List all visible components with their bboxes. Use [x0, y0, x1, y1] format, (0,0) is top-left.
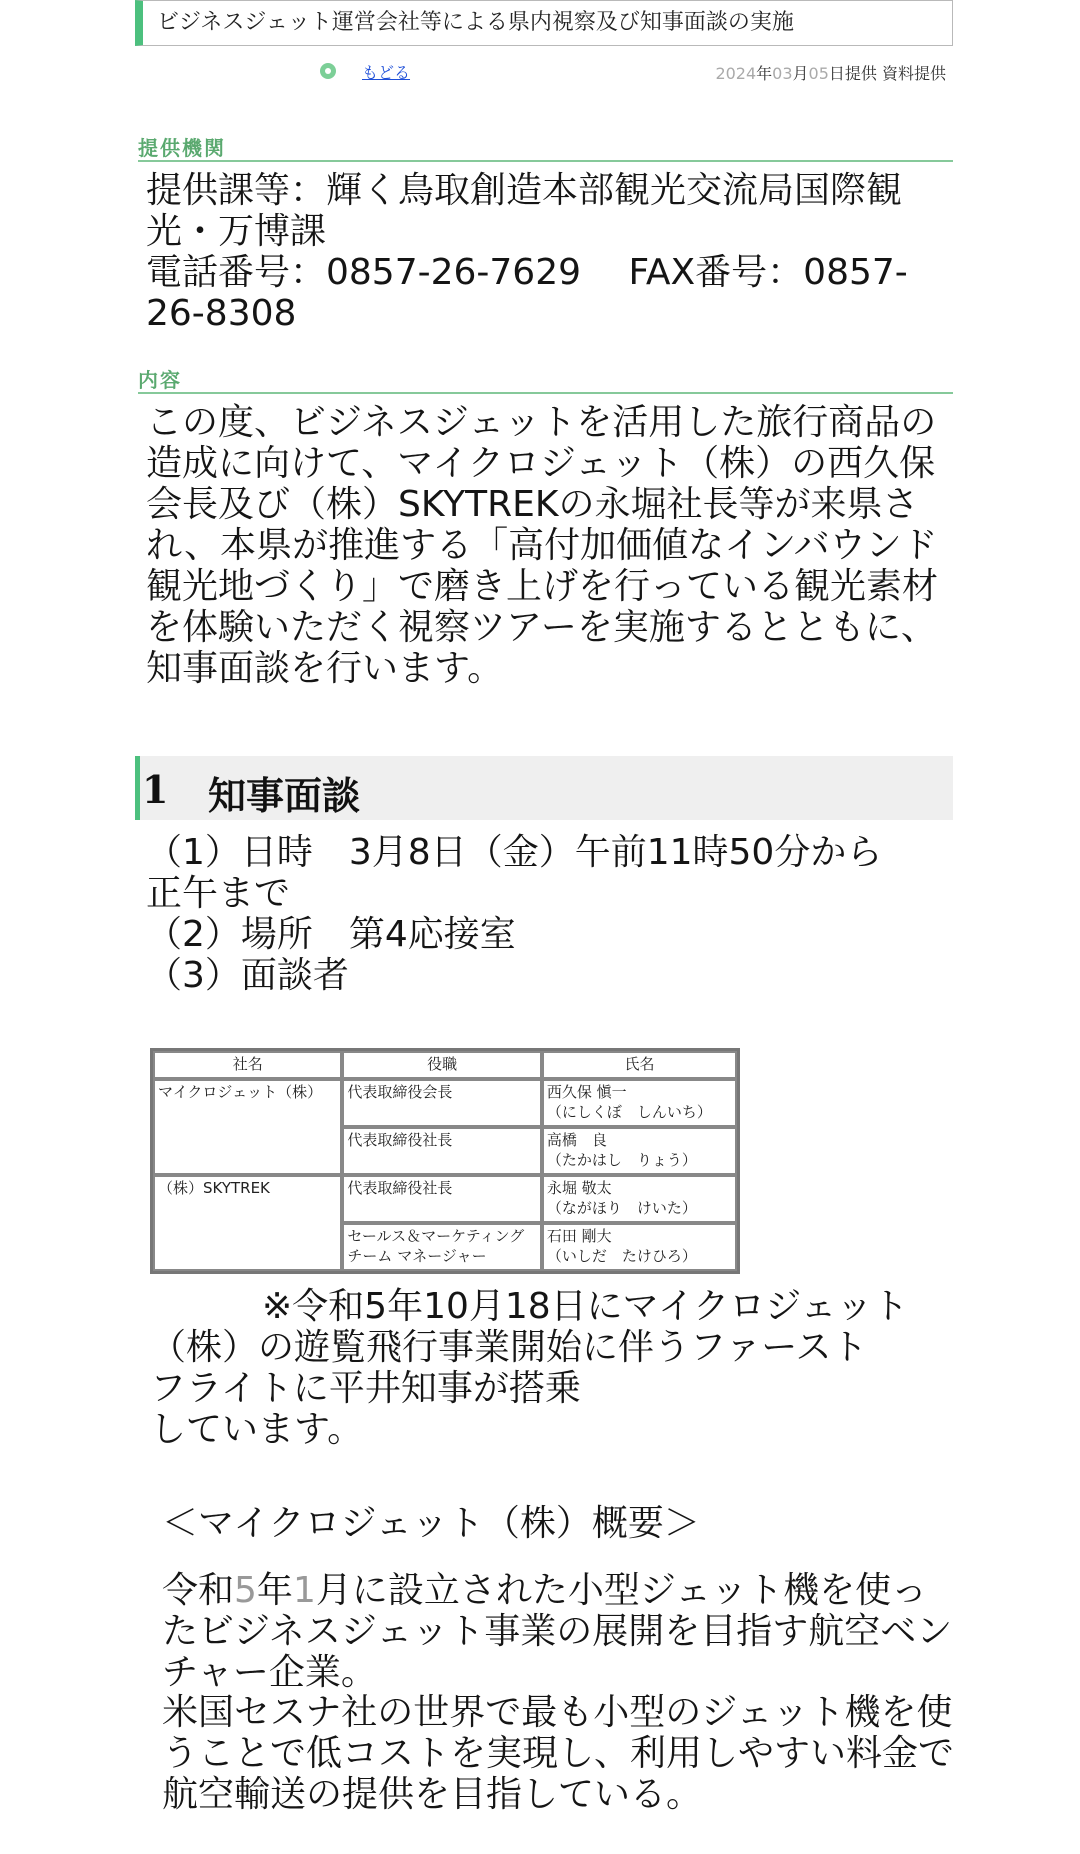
table-header-row	[153, 1051, 737, 1079]
person-reading: （にしくぼ しんいち）	[546, 1103, 712, 1121]
company-cell: （株）SKYTREK	[153, 1175, 342, 1271]
date-month: 03	[772, 64, 793, 83]
note-line: しています。	[150, 1409, 364, 1450]
person-name: 永堀 敬太	[546, 1179, 612, 1197]
content-body: この度、ビジネスジェットを活用した旅行商品の造成に向けて、マイクロジェット（株）の西久保会長及び（株）SKYTREKの永堀社長等が来県され、本県が推進する「高付加価値なインバウンド観光地づくり」で磨き上げを行っている観光素材を体験いただく視察ツアーを実施するとともに、知事面談を行います。	[146, 402, 939, 689]
person-name: 高橋 良	[546, 1131, 607, 1149]
content-divider	[138, 392, 953, 394]
date-day: 05	[808, 64, 829, 83]
para-text: 月に設立された小型ジェット機を使ったビジネスジェット事業の展開を目指す航空ベンチャー企業。	[162, 1570, 953, 1693]
overview-paragraph-1	[162, 1570, 958, 1693]
header-name: 氏名	[542, 1051, 737, 1079]
meeting-attendees-label: （3）面談者	[146, 955, 349, 996]
person-reading: （ながほり けいた）	[546, 1199, 697, 1217]
para-number: 1	[292, 1570, 316, 1611]
company-cell: マイクロジェット（株）	[153, 1079, 342, 1175]
note-line	[150, 1286, 960, 1327]
role-cell: 代表取締役社長	[342, 1127, 541, 1175]
overview-title: ＜マイクロジェット（株）概要＞	[162, 1503, 700, 1544]
back-link[interactable]: もどる	[362, 63, 411, 82]
date-year-unit: 年	[756, 64, 773, 83]
date-year: 2024	[715, 64, 757, 83]
note-line: （株）の遊覧飛行事業開始に伴うファースト	[150, 1327, 868, 1368]
name-cell	[542, 1223, 737, 1271]
content-label: 内容	[138, 368, 182, 392]
name-cell	[542, 1127, 737, 1175]
para-text: 年	[256, 1570, 293, 1611]
date-month-unit: 月	[792, 64, 809, 83]
date-suffix: 日提供 資料提供	[828, 64, 946, 83]
role-cell: セールス＆マーケティングチーム マネージャー	[342, 1223, 541, 1271]
provider-phone-fax: 電話番号：0857-26-7629 FAX番号：0857-26-8308	[146, 252, 908, 334]
attendees-table	[150, 1048, 740, 1274]
meeting-place: （2）場所 第4応接室	[146, 914, 516, 955]
provider-department: 提供課等：輝く鳥取創造本部観光交流局国際観光・万博課	[146, 170, 903, 252]
person-name: 石田 剛大	[546, 1227, 612, 1245]
role-cell: 代表取締役社長	[342, 1175, 541, 1223]
first-flight-note	[150, 1286, 960, 1450]
page-title: ビジネスジェット運営会社等による県内視察及び知事面談の実施	[135, 0, 953, 46]
table-row	[153, 1079, 737, 1127]
overview-paragraph-2: 米国セスナ社の世界で最も小型のジェット機を使うことで低コストを実現し、利用しやすい料金で航空輸送の提供を目指している。	[162, 1692, 955, 1815]
header-company: 社名	[153, 1051, 342, 1079]
person-name: 西久保 愼一	[546, 1083, 627, 1101]
person-reading: （いしだ たけひろ）	[546, 1247, 697, 1265]
note-line: フライトに平井知事が搭乗	[150, 1368, 581, 1409]
person-reading: （たかはし りょう）	[546, 1151, 697, 1169]
provider-divider	[138, 160, 953, 162]
section-title: 知事面談	[208, 774, 361, 818]
note-text: ※令和5年10月18日にマイクロジェット	[262, 1286, 909, 1327]
bullet-circle-icon	[320, 63, 336, 79]
name-cell	[542, 1079, 737, 1127]
meeting-datetime: （1）日時 3月8日（金）午前11時50分から	[146, 832, 883, 873]
header-role: 役職	[342, 1051, 541, 1079]
para-text: 令和	[162, 1570, 235, 1611]
provider-label: 提供機関	[138, 136, 226, 160]
role-cell: 代表取締役会長	[342, 1079, 541, 1127]
para-number: 5	[234, 1570, 257, 1611]
release-date	[715, 61, 946, 84]
meeting-datetime-cont: 正午まで	[146, 873, 291, 914]
name-cell	[542, 1175, 737, 1223]
section-number: 1	[142, 767, 169, 812]
table-row	[153, 1175, 737, 1223]
